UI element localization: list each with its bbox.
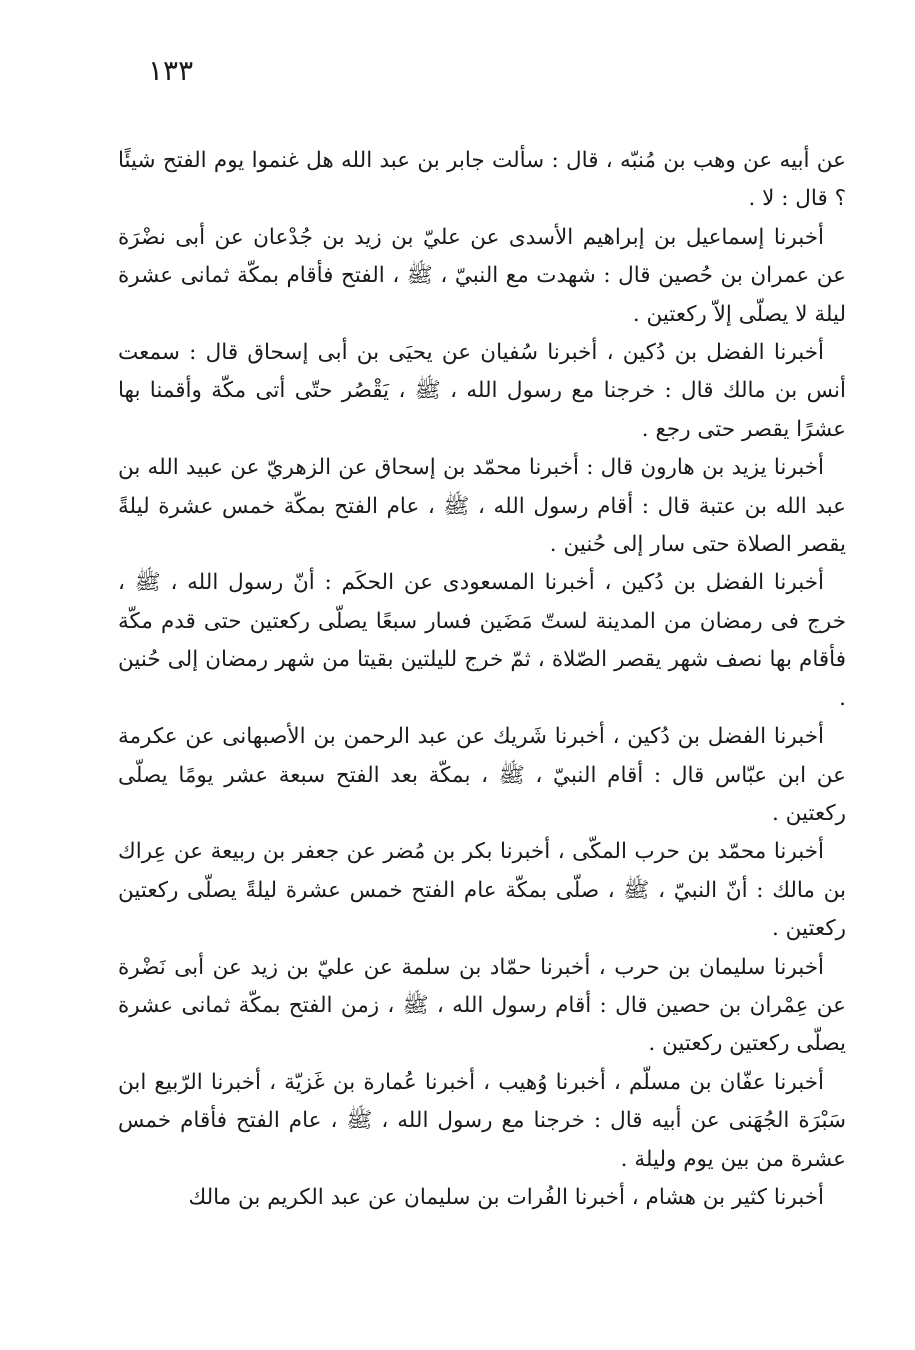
page-number: ١٣٣ bbox=[148, 54, 194, 87]
paragraph-9: أخبرنا عفّان بن مسلّم ، أخبرنا وُهيب ، أخبرنا عُمارة بن غَزيّة ، أخبرنا الرّبيع ابن سَبْرَة الجُهَنى عن أبيه قال : خرجنا مع رسول الله ، ﷺ ، عام الفتح فأقام خمس عشرة من بين يوم وليلة . bbox=[118, 1069, 846, 1172]
body-text bbox=[118, 142, 846, 1217]
paragraph-3: أخبرنا الفضل بن دُكين ، أخبرنا سُفيان عن يحيَى بن أبى إسحاق قال : سمعت أنس بن مالك قال : خرجنا مع رسول الله ، ﷺ ، يَقْصُر حتّى أتى مكّة وأقمنا بها عشرًا يقصر حتى رجع . bbox=[118, 340, 846, 442]
paragraph-5: أخبرنا الفضل بن دُكين ، أخبرنا المسعودى عن الحكَم : أنّ رسول الله ، ﷺ ، خرج فى رمضان من المدينة لستّ مَضَين فسار سبعًا يصلّى ركعتين حتى قدم مكّة فأقام بها نصف شهر يقصر الصّلاة ، ثمّ خرج لليلتين بقيتا من شهر رمضان إلى حُنين . bbox=[118, 570, 846, 711]
paragraph-7: أخبرنا محمّد بن حرب المكّى ، أخبرنا بكر بن مُضر عن جعفر بن ربيعة عن عِراك بن مالك : أنّ النبيّ ، ﷺ ، صلّى بمكّة عام الفتح خمس عشرة ليلةً يصلّى ركعتين ركعتين . bbox=[118, 839, 846, 942]
paragraph-2: أخبرنا إسماعيل بن إبراهيم الأسدى عن عليّ بن زيد بن جُدْعان عن أبى نضْرَة عن عمران بن حُصين قال : شهدت مع النبيّ ، ﷺ ، الفتح فأقام بمكّة ثمانى عشرة ليلة لا يصلّى إلاّ ركعتين . bbox=[118, 224, 846, 327]
paragraph-8: أخبرنا سليمان بن حرب ، أخبرنا حمّاد بن سلمة عن عليّ بن زيد عن أبى نَضْرة عن عِمْران بن حصين قال : أقام رسول الله ، ﷺ ، زمن الفتح بمكّة ثمانى عشرة يصلّى ركعتين ركعتين . bbox=[118, 954, 846, 1057]
paragraph-4: أخبرنا يزيد بن هارون قال : أخبرنا محمّد بن إسحاق عن الزهريّ عن عبيد الله بن عبد الله بن عتبة قال : أقام رسول الله ، ﷺ ، عام الفتح بمكّة خمس عشرة ليلةً يقصر الصلاة حتى سار إلى حُنين . bbox=[118, 455, 846, 558]
paragraph-6: أخبرنا الفضل بن دُكين ، أخبرنا شَريك عن عبد الرحمن بن الأصبهانى عن عكرمة عن ابن عبّاس قال : أقام النبيّ ، ﷺ ، بمكّة بعد الفتح سبعة عشر يومًا يصلّى ركعتين . bbox=[118, 724, 846, 826]
paragraph-1: عن أبيه عن وهب بن مُنبّه ، قال : سألت جابر بن عبد الله هل غنموا يوم الفتح شيئًا ؟ قال : لا . bbox=[118, 148, 846, 212]
paragraph-10: أخبرنا كثير بن هشام ، أخبرنا الفُرات بن سليمان عن عبد الكريم بن مالك bbox=[188, 1184, 824, 1210]
